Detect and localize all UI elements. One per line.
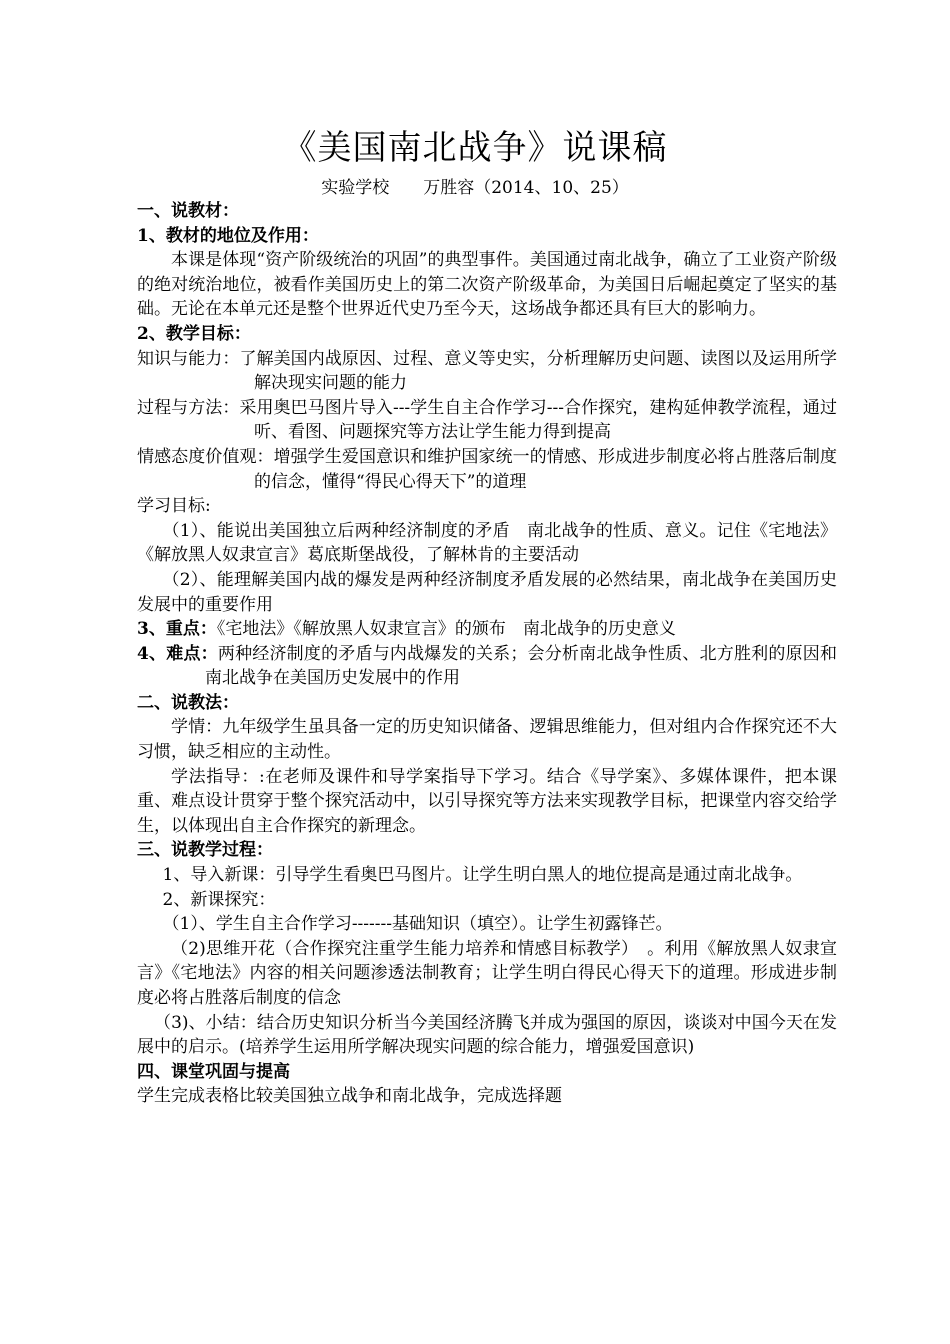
study-goals-label: 学习目标: — [137, 496, 211, 517]
subsection-heading-position: 1、教材的地位及作用： — [137, 225, 319, 246]
key-points-label: 3、重点： — [137, 619, 217, 640]
study-goal-1: （1）、能说出美国独立后两种经济制度的矛盾 南北战争的性质、意义。记住《宅地法》《解放黑人奴隶宣言》葛底斯堡战役，了解林肯的主要活动 — [137, 520, 837, 566]
section-heading-4: 四、课堂巩固与提高 — [137, 1061, 290, 1082]
paragraph-step-1: （1）、学生自主合作学习-------基础知识（填空）。让学生初露锋芒。 — [162, 914, 673, 935]
paragraph-new-lesson: 2、新课探究： — [162, 889, 276, 910]
study-goal-2: （2）、能理解美国内战的爆发是两种经济制度矛盾发展的必然结果，南北战争在美国历史发展中的重要作用 — [137, 569, 837, 615]
goal-emotion: 情感态度价值观：增强学生爱国意识和维护国家统一的情感、形成进步制度必将占胜落后制度的信念，懂得“得民心得天下”的道理 — [137, 446, 837, 492]
document-subtitle: 实验学校 万胜容（2014、10、25） — [321, 178, 629, 198]
key-points-line — [137, 617, 837, 642]
paragraph-step-2: （2)思维开花（合作探究注重学生能力培养和情感目标教学） 。利用《解放黑人奴隶宣言》《宅地法》内容的相关问题渗透法制教育；让学生明白得民心得天下的道理。形成进步制度必将占胜落后制度的信念 — [137, 938, 837, 1008]
paragraph-consolidation: 学生完成表格比较美国独立战争和南北战争，完成选择题 — [137, 1086, 562, 1107]
key-points-text: 《宅地法》《解放黑人奴隶宣言》的颁布 南北战争的历史意义 — [216, 619, 676, 640]
goal-knowledge: 知识与能力：了解美国内战原因、过程、意义等史实，分析理解历史问题、读图以及运用所学解决现实问题的能力 — [137, 348, 837, 394]
section-heading-1: 一、说教材： — [137, 201, 239, 221]
paragraph-study-guidance: 学法指导：:在老师及课件和导学案指导下学习。结合《导学案》、多媒体课件，把本课重、难点设计贯穿于整个探究活动中，以引导探究等方法来实现教学目标，把课堂内容交给学生，以体现出自主合作探究的新理念。 — [137, 766, 837, 836]
subsection-heading-goals: 2、教学目标： — [137, 323, 251, 344]
document-body — [137, 199, 837, 1109]
document-title: 《美国南北战争》说课稿 — [282, 128, 668, 168]
paragraph-position-text: 本课是体现“资产阶级统治的巩固”的典型事件。美国通过南北战争，确立了工业资产阶级的绝对统治地位，被看作美国历史上的第二次资产阶级革命，为美国日后崛起奠定了坚实的基础。无论在本单元还是整个世界近代史乃至今天，这场战争都还具有巨大的影响力。 — [137, 250, 837, 320]
section-heading-2: 二、说教法： — [137, 692, 239, 713]
difficult-points-line — [137, 642, 837, 691]
goal-process: 过程与方法：采用奥巴马图片导入---学生自主合作学习---合作探究，建构延伸教学流程，通过听、看图、问题探究等方法让学生能力得到提高 — [137, 397, 837, 443]
paragraph-introduction: 1、导入新课：引导学生看奥巴马图片。让学生明白黑人的地位提高是通过南北战争。 — [162, 865, 803, 886]
paragraph-learning-situation: 学情：九年级学生虽具备一定的历史知识储备、逻辑思维能力，但对组内合作探究还不大习惯，缺乏相应的主动性。 — [137, 717, 837, 763]
difficult-points-text: 两种经济制度的矛盾与内战爆发的关系；会分析南北战争性质、北方胜利的原因和南北战争在美国历史发展中的作用 — [205, 643, 837, 689]
difficult-points-label: 4、难点： — [137, 643, 218, 664]
section-heading-3: 三、说教学过程： — [137, 840, 273, 861]
paragraph-step-3: （3)、小结：结合历史知识分析当今美国经济腾飞并成为强国的原因，谈谈对中国今天在发展中的启示。(培养学生运用所学解决现实问题的综合能力，增强爱国意识) — [137, 1012, 837, 1058]
